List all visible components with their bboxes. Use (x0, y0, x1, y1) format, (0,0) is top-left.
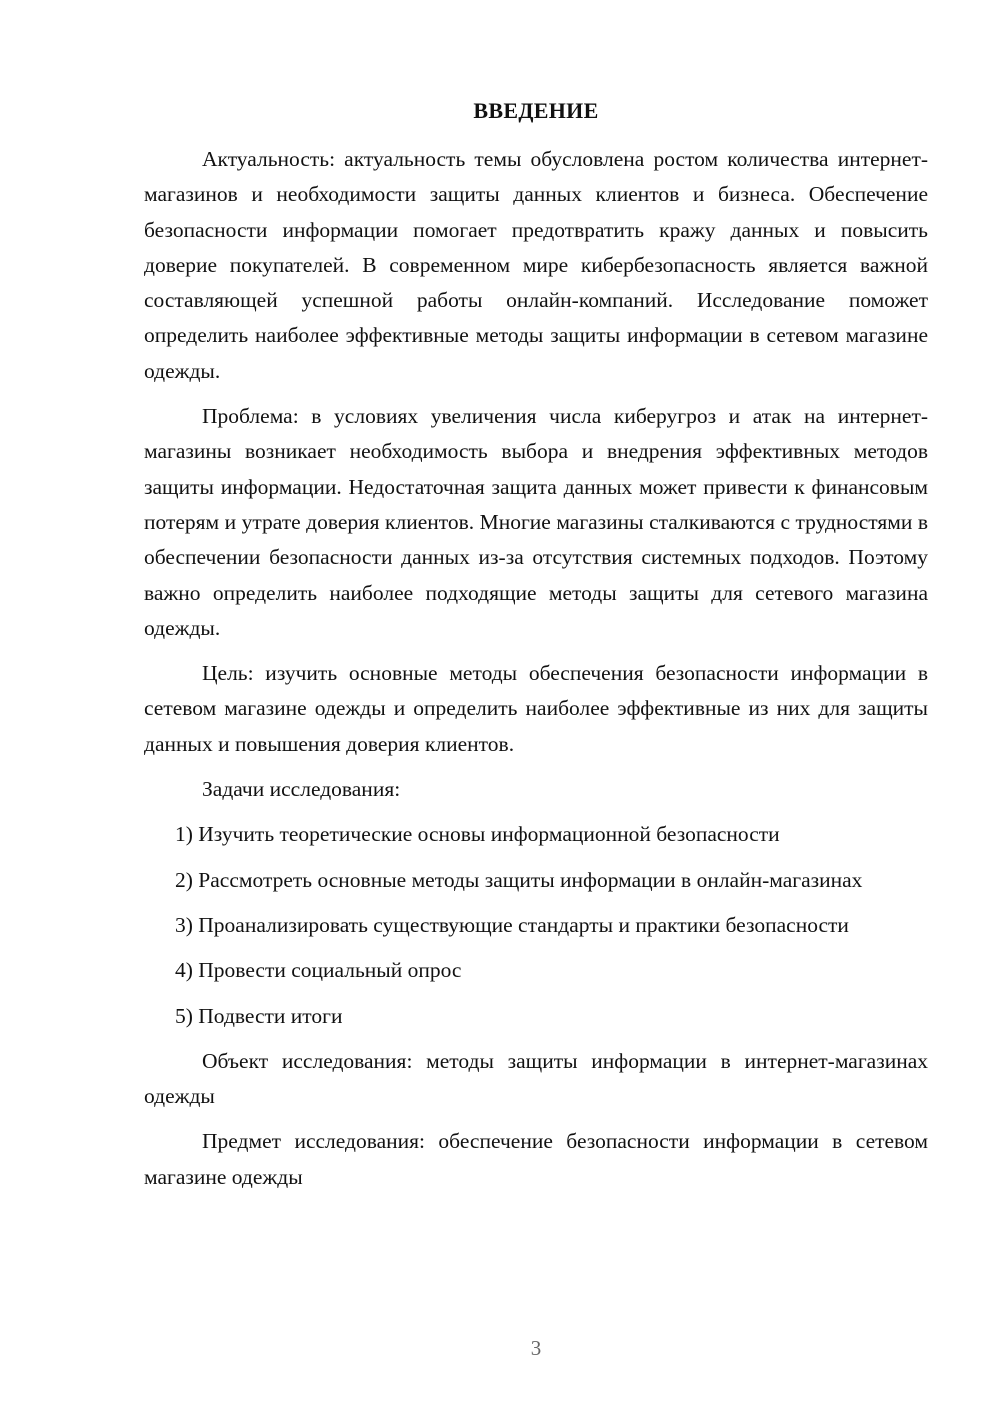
document-body (144, 142, 928, 1195)
paragraph-object: Объект исследования: методы защиты информации в интернет-магазинах одежды (144, 1048, 928, 1109)
task-item-2: 2) Рассмотреть основные методы защиты информации в онлайн-магазинах (175, 867, 863, 892)
task-item-5: 5) Подвести итоги (175, 1003, 343, 1028)
page-number: 3 (530, 1336, 542, 1360)
task-item-4: 4) Провести социальный опрос (175, 958, 462, 983)
tasks-heading: Задачи исследования: (202, 777, 401, 802)
paragraph-relevance: Актуальность: актуальность темы обусловлена ростом количества интернет-магазинов и необходимости защиты данных клиентов и бизнеса. Обеспечение безопасности информации помогает предотвратить кражу данных и повысить доверие покупателей. В современном мире кибербезопасность является важной составляющей успешной работы онлайн-компаний. Исследование поможет определить наиболее эффективные методы защиты информации в сетевом магазине одежды. (144, 147, 928, 383)
task-item-1: 1) Изучить теоретические основы информационной безопасности (175, 822, 780, 847)
paragraph-subject: Предмет исследования: обеспечение безопасности информации в сетевом магазине одежды (144, 1129, 928, 1189)
paragraph-problem: Проблема: в условиях увеличения числа киберугроз и атак на интернет-магазины возникает необходимость выбора и внедрения эффективных методов защиты информации. Недостаточная защита данных может привести к финансовым потерям и утрате доверия клиентов. Многие магазины сталкиваются с трудностями в обеспечении безопасности данных из-за отсутствия системных подходов. Поэтому важно определить наиболее подходящие методы защиты для сетевого магазина одежды. (144, 404, 928, 640)
page-title: ВВЕДЕНИЕ (473, 98, 599, 123)
task-item-3: 3) Проанализировать существующие стандарты и практики безопасности (175, 912, 849, 937)
paragraph-goal: Цель: изучить основные методы обеспечения безопасности информации в сетевом магазине одежды и определить наиболее эффективные из них для защиты данных и повышения доверия клиентов. (144, 661, 928, 756)
